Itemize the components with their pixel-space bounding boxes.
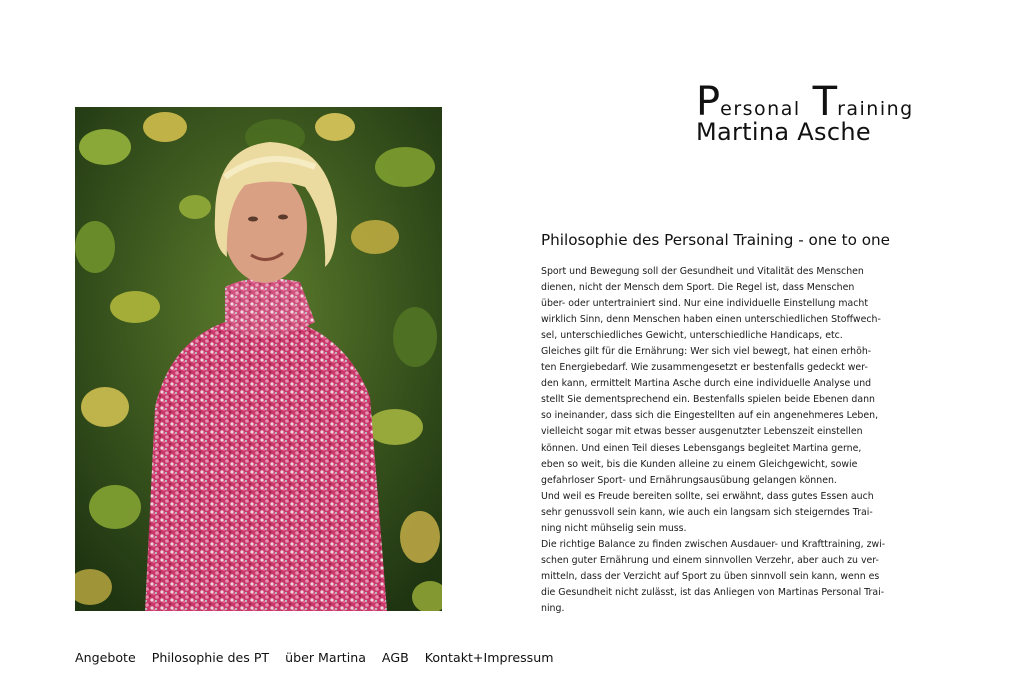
article-line: die Gesundheit nicht zulässt, ist das Anliegen von Martinas Personal Trai- [541, 586, 885, 598]
nav-item-über-martina[interactable]: über Martina [285, 650, 366, 665]
article-line: Und weil es Freude bereiten sollte, sei erwähnt, dass gutes Essen auch [541, 490, 874, 502]
brand-logo[interactable] [696, 79, 916, 146]
main-navigation [75, 650, 569, 665]
article-title: Philosophie des Personal Training - one to one [541, 231, 890, 249]
article-line: können. Und einen Teil dieses Lebensgangs begleitet Martina gerne, [541, 442, 862, 454]
article-line: Die richtige Balance zu finden zwischen Ausdauer- und Krafttraining, zwi- [541, 538, 886, 550]
portrait-illustration [75, 107, 442, 611]
article-line: schen guter Ernährung und einem sinnvollen Verzehr, aber auch zu ver- [541, 554, 879, 566]
brand-line-personal-training [696, 79, 916, 125]
article-line: Gleiches gilt für die Ernährung: Wer sich viel bewegt, hat einen erhöh- [541, 346, 872, 358]
article-line: vielleicht sogar mit etwas besser ausgenutzter Lebenszeit einstellen [541, 426, 863, 438]
article-line: sehr genussvoll sein kann, wie auch ein langsam sich steigerndes Trai- [541, 506, 873, 518]
portrait-photo [75, 107, 442, 611]
nav-item-philosophie-des-pt[interactable]: Philosophie des PT [151, 650, 270, 665]
article-line: so ineinander, dass sich die Eingestellten auf ein angenehmeres Leben, [541, 410, 879, 422]
article-line: mitteln, dass der Verzicht auf Sport zu üben sinnvoll sein kann, wenn es [541, 570, 880, 582]
article-line: ning. [541, 602, 565, 614]
article-line: den kann, ermittelt Martina Asche durch eine individuelle Analyse und [541, 378, 872, 390]
brand-cap-t: T [812, 79, 838, 125]
nav-item-agb[interactable]: AGB [381, 650, 409, 665]
nav-item-angebote[interactable]: Angebote [75, 650, 136, 665]
brand-name: Martina Asche [696, 118, 871, 146]
article-line: gefahrloser Sport- und Ernährungsausübung gelangen können. [541, 474, 837, 486]
brand-cap-p: P [696, 79, 721, 125]
article-line: wirklich Sinn, denn Menschen haben einen unterschiedlichen Stoffwech- [541, 314, 881, 326]
article-line: ning nicht mühselig sein muss. [541, 522, 687, 534]
article-line: über- oder untertrainiert sind. Nur eine individuelle Einstellung macht [541, 298, 868, 310]
nav-item-kontakt-impressum[interactable]: Kontakt+Impressum [424, 650, 554, 665]
article-line: ten Energiebedarf. Wie zusammengesetzt er bestenfalls gedeckt wer- [541, 362, 868, 374]
brand-word-training: raining [837, 98, 914, 120]
article-line: dienen, nicht der Mensch dem Sport. Die Regel ist, dass Menschen [541, 282, 855, 294]
article-body [541, 264, 911, 617]
article-line: eben so weit, bis die Kunden alleine zu einem Gleichgewicht, sowie [541, 458, 858, 470]
article-line: stellt Sie dementsprechend ein. Bestenfalls spielen beide Ebenen dann [541, 394, 875, 406]
brand-word-personal: ersonal [720, 98, 801, 120]
article-line: sel, unterschiedliches Gewicht, unterschiedliche Handicaps, etc. [541, 330, 843, 342]
article-line: Sport und Bewegung soll der Gesundheit und Vitalität des Menschen [541, 266, 864, 277]
